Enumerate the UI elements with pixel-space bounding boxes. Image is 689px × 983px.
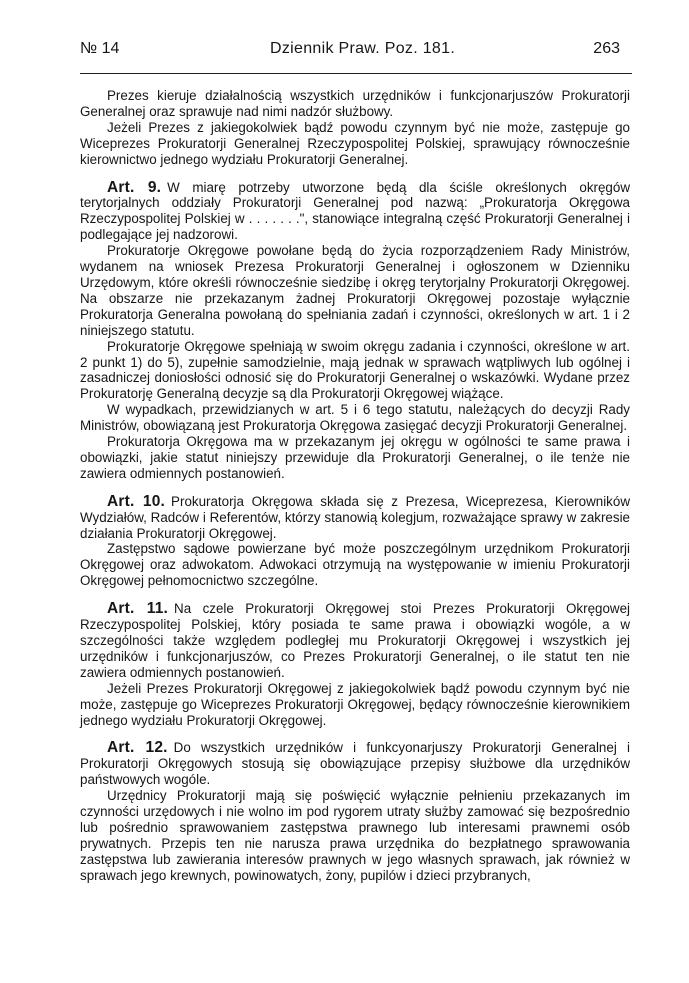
article-12: Art. 12. Do wszystkich urzędników i funkcyonarjuszy Prokuratorji Generalnej i Prokuratorji Okręgowych stosują się obowiązujące przepisy służbowe dla urzędników państwowych wogóle.	[80, 739, 630, 788]
article-label: Art. 10.	[107, 492, 166, 510]
article-label: Art. 11.	[107, 600, 169, 618]
article-11: Art. 11. Na czele Prokuratorji Okręgowej stoi Prezes Prokuratorji Okręgowej Rzeczypospolitej Polskiej, który posiada te same prawa i obowiązki wogóle, a w szczególności także względem podległej mu Prokuratorji Okręgowej i wszystkich jej urzędników i funkcjonarjuszów, co Prezes Prokuratorji Generalnej, o ile statut ten nie zawiera odmiennych postanowień.	[80, 600, 631, 680]
paragraph: Jeżeli Prezes z jakiegokolwiek bądź powodu czynnym być nie może, zastępuje go Wiceprezes Prokuratorji Generalnej Rzeczypospolitej Polskiej, sprawujący równocześnie kierownictwo jednego wydziału Prokuratorji Generalnej.	[80, 119, 630, 167]
article-9: Art. 9. W miarę potrzeby utworzone będą dla ściśle określonych okręgów terytorjalnych oddziały Prokuratorji Generalnej pod nazwą: „Prokuratorja Okręgowa Rzeczypospolitej Polskiej w . . . . . . .", stanowiące integralną część Prokuratorji Generalnej i podlegające jej nadzorowi.	[80, 178, 630, 243]
paragraph: Urzędnicy Prokuratorji mają się poświęcić wyłącznie pełnieniu przekazanych im czynności urzędowych i nie wolno im pod rygorem utraty służby zamować się bezpośrednio lub pośrednio sprawowaniem zastępstwa prawnego lub interesami prawnemi osób prywatnych. Przepis ten nie narusza prawa urzędnika do bezpłatnego sprawowania zastępstwa lub zawierania interesów prawnych w jego własnych sprawach, jak również w sprawach jego krewnych, powinowatych, żony, pupilów i dzieci przybranych,	[80, 788, 630, 883]
paragraph: W wypadkach, przewidzianych w art. 5 i 6 tego statutu, należących do decyzji Rady Ministrów, obowiązaną jest Prokuratorja Okręgowa zasięgać decyzji Prokuratorji Generalnej.	[80, 402, 630, 434]
page-number: 263	[593, 40, 620, 57]
paragraph: Jeżeli Prezes Prokuratorji Okręgowej z jakiegokolwiek bądź powodu czynnym być nie może, zastępuje go Wiceprezes Prokuratorji Okręgowej, będący równocześnie kierownikiem jednego wydziału Prokuratorji Okręgowej.	[80, 680, 630, 728]
paragraph: Prokuratorja Okręgowa ma w przekazanym jej okręgu w ogólności te same prawa i obowiązki, jakie statut niniejszy przewiduje dla Prokuratorji Generalnej, o ile tenże nie zawiera odmiennych postanowień.	[80, 434, 630, 481]
paragraph: Prokuratorje Okręgowe spełniają w swoim okręgu zadania i czynności, określone w art. 2 punkt 1) do 5), zupełnie samodzielnie, mają jednak w sprawach wątpliwych lub ogólnej i zasadniczej doniosłości odnosić się do Prokuratorji Generalnej o wskazówki. Wydane przez Prokuratorję Generalną decyzje są dla Prokuratorji Okręgowej wiążące.	[80, 338, 630, 402]
issue-number: № 14	[80, 40, 120, 57]
paragraph: Prokuratorje Okręgowe powołane będą do życia rozporządzeniem Rady Ministrów, wydanem na wniosek Prezesa Prokuratorji Generalnej i ogłoszonem w Dzienniku Urzędowym, które określi równocześnie siedzibę i okręg terytorjalny Prokuratorji Okręgowej. Na obszarze nie przekazanym żadnej Prokuratorji Okręgowej pozostaje wyłącznie Prokuratorja Generalna powołaną do spełniania zadań i czynności, określonych w art. 1 i 2 niniejszego statutu.	[80, 243, 630, 338]
paragraph: Prezes kieruje działalnością wszystkich urzędników i funkcjonarjuszów Prokuratorji Generalnej oraz sprawuje nad nimi nadzór służbowy.	[80, 88, 630, 119]
article-label: Art. 12.	[107, 739, 168, 757]
page-header	[80, 40, 620, 66]
journal-title: Dziennik Praw. Poz. 181.	[270, 40, 456, 57]
paragraph: Zastępstwo sądowe powierzane być może poszczególnym urzędnikom Prokuratorji Okręgowej oraz adwokatom. Adwokaci otrzymują na występowanie w imieniu Prokuratorji Okręgowej pełnomocnictwo szczególne.	[80, 541, 630, 589]
article-label: Art. 9.	[107, 178, 162, 196]
article-10: Art. 10. Prokuratorja Okręgowa składa się z Prezesa, Wiceprezesa, Kierowników Wydziałów, Radców i Referentów, którzy stanowią kolegjum, rozważające sprawy w zakresie działania Prokuratorji Okręgowej.	[80, 492, 630, 541]
document-body	[80, 88, 630, 884]
header-rule	[80, 73, 632, 74]
